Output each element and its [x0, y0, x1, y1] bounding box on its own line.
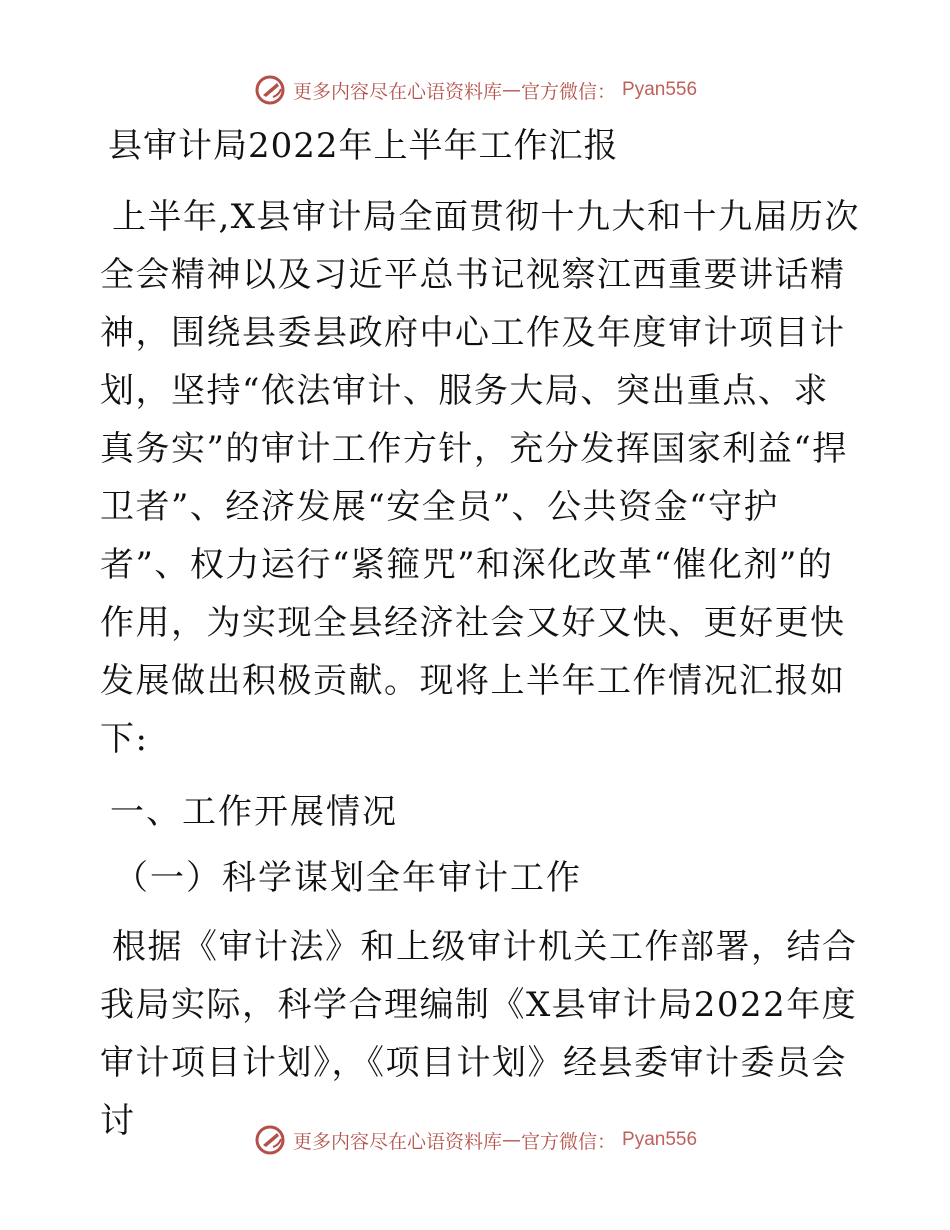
document-body: [100, 118, 860, 1166]
logo-icon: [253, 73, 287, 107]
logo-icon: [253, 1123, 287, 1157]
intro-paragraph: 上半年,X县审计局全面贯彻十九大和十九届历次全会精神以及习近平总书记视察江西重要讲话精神，围绕县委县政府中心工作及年度审计项目计划，坚持“依法审计、服务大局、突出重点、求真务实”的审计工作方针，充分发挥国家利益“捍卫者”、经济发展“安全员”、公共资金“守护者”、权力运行“紧箍咒”和深化改革“催化剂”的作用，为实现全县经济社会又好又快、更好更快发展做出积极贡献。现将上半年工作情况汇报如下:: [100, 197, 861, 759]
subsection-heading: （一）科学谋划全年审计工作: [114, 858, 582, 898]
banner-colon: ：: [597, 80, 617, 103]
banner-colon: ：: [597, 1130, 617, 1153]
header-watermark-banner: [0, 72, 950, 108]
body-paragraph: 根据《审计法》和上级审计机关工作部署，结合我局实际，科学合理编制《X县审计局2022年度审计项目计划》，《项目计划》经县委审计委员会讨: [100, 927, 858, 1141]
document-title: 县审计局2022年上半年工作汇报: [108, 126, 619, 166]
banner-text: 更多内容尽在心语资料库: [292, 1130, 502, 1153]
section-heading: 一、工作开展情况: [110, 792, 398, 832]
footer-watermark-banner: [0, 1122, 950, 1158]
banner-separator: —: [501, 79, 521, 101]
banner-handle: Pyan556: [622, 79, 698, 100]
banner-handle: Pyan556: [622, 1129, 698, 1150]
banner-wechat-label: 官方微信: [520, 1130, 597, 1153]
banner-separator: —: [501, 1129, 521, 1151]
banner-text: 更多内容尽在心语资料库: [292, 80, 502, 103]
banner-wechat-label: 官方微信: [520, 80, 597, 103]
